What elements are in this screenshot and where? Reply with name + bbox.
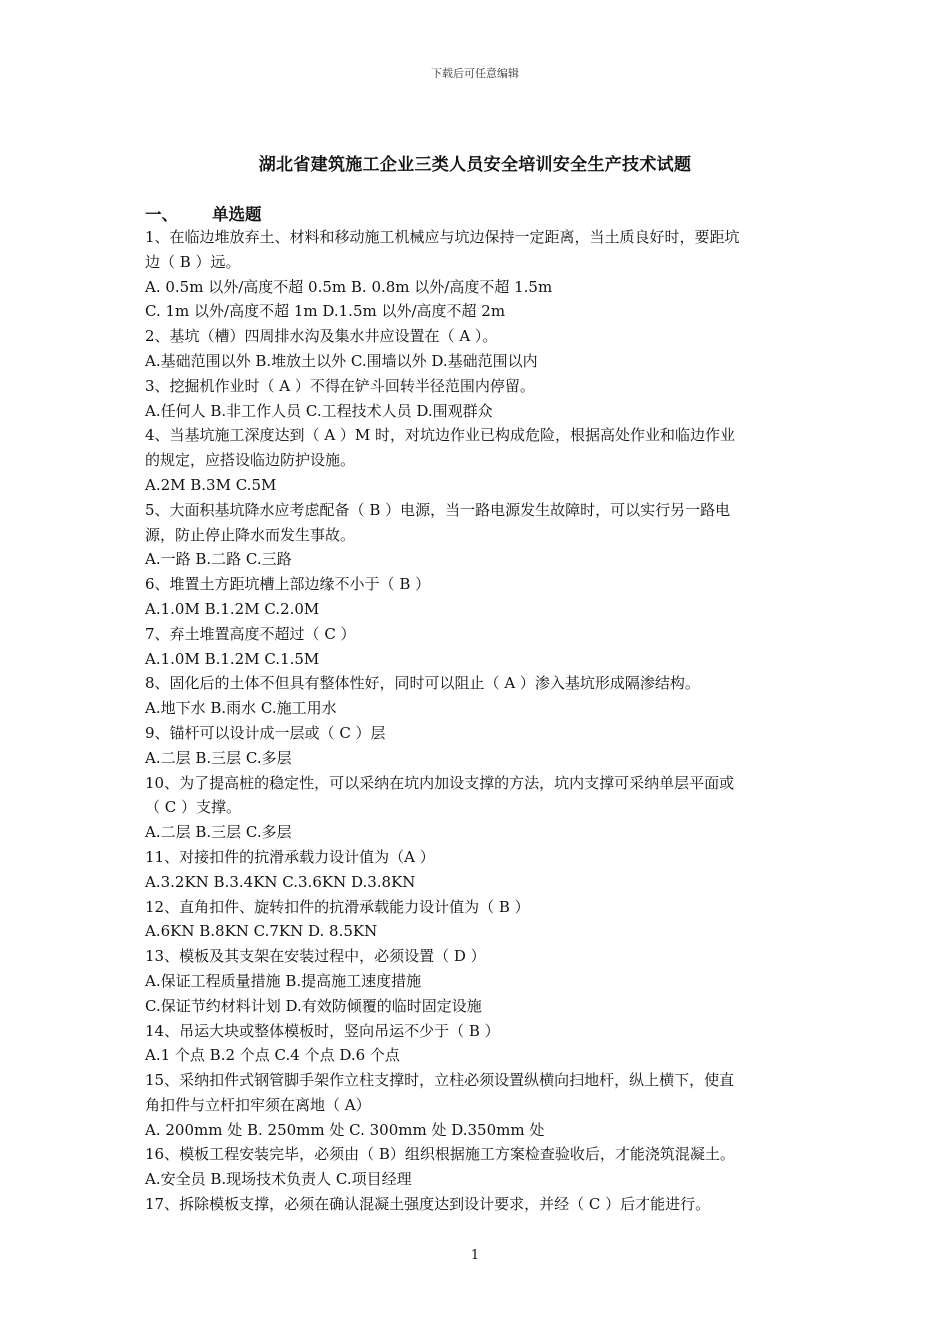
text-line: A.1 个点 B.2 个点 C.4 个点 D.6 个点 xyxy=(145,1046,400,1065)
text-line: A.1.0M B.1.2M C.1.5M xyxy=(145,649,320,668)
text-line: （ C ）支撑。 xyxy=(145,798,242,817)
text-line: C.保证节约材料计划 D.有效防倾覆的临时固定设施 xyxy=(145,996,482,1015)
text-line: 2、基坑（槽）四周排水沟及集水井应设置在（ A ）。 xyxy=(145,327,498,346)
text-line: C. 1m 以外/高度不超 1m D.1.5m 以外/高度不超 2m xyxy=(145,302,506,321)
text-line: A.二层 B.三层 C.多层 xyxy=(145,748,292,767)
text-line: 14、吊运大块或整体模板时，竖向吊运不少于（ B ） xyxy=(145,1021,500,1040)
header-note: 下载后可任意编辑 xyxy=(431,67,519,80)
section-number: 一、 xyxy=(145,205,178,224)
text-line: A.基础范围以外 B.堆放土以外 C.围墙以外 D.基础范围以内 xyxy=(145,351,538,370)
text-line: A.3.2KN B.3.4KN C.3.6KN D.3.8KN xyxy=(145,872,416,891)
text-line: 7、弃土堆置高度不超过（ C ） xyxy=(145,624,356,643)
text-line: A.任何人 B.非工作人员 C.工程技术人员 D.围观群众 xyxy=(145,401,493,420)
text-line: A.地下水 B.雨水 C.施工用水 xyxy=(145,699,337,718)
text-line: A.一路 B.二路 C.三路 xyxy=(145,550,292,569)
text-line: 6、堆置土方距坑槽上部边缘不小于（ B ） xyxy=(145,575,431,594)
question-body xyxy=(145,225,810,1217)
text-line: 8、固化后的土体不但具有整体性好，同时可以阻止（ A ）渗入基坑形成隔渗结构。 xyxy=(145,674,700,693)
text-line: A.6KN B.8KN C.7KN D. 8.5KN xyxy=(145,922,378,941)
text-line: A.2M B.3M C.5M xyxy=(145,475,277,494)
text-line: 15、采纳扣件式钢管脚手架作立柱支撑时，立柱必须设置纵横向扫地杆，纵上横下，使直 xyxy=(145,1071,735,1090)
text-line: 17、拆除模板支撑，必须在确认混凝土强度达到设计要求，并经（ C ）后才能进行。 xyxy=(145,1195,711,1214)
text-line: A. 200mm 处 B. 250mm 处 C. 300mm 处 D.350mm 处 xyxy=(145,1120,545,1139)
section-heading xyxy=(145,201,262,225)
text-line: A.安全员 B.现场技术负责人 C.项目经理 xyxy=(145,1170,412,1189)
text-line: A. 0.5m 以外/高度不超 0.5m B. 0.8m 以外/高度不超 1.5m xyxy=(145,277,553,296)
text-line: A.保证工程质量措施 B.提高施工速度措施 xyxy=(145,971,422,990)
text-line: 13、模板及其支架在安装过程中，必须设置（ D ） xyxy=(145,947,486,966)
text-line: 的规定，应搭设临边防护设施。 xyxy=(145,451,356,470)
text-line: 9、锚杆可以设计成一层或（ C ）层 xyxy=(145,723,386,742)
section-label: 单选题 xyxy=(212,205,262,224)
document-title: 湖北省建筑施工企业三类人员安全培训安全生产技术试题 xyxy=(258,155,692,175)
page-number: 1 xyxy=(470,1248,480,1263)
text-line: 角扣件与立杆扣牢须在离地（ A） xyxy=(145,1095,371,1114)
text-line: 1、在临边堆放弃土、材料和移动施工机械应与坑边保持一定距离，当土质良好时，要距坑 xyxy=(145,228,740,246)
text-line: 11、对接扣件的抗滑承载力设计值为（A ） xyxy=(145,847,435,866)
text-line: 12、直角扣件、旋转扣件的抗滑承载能力设计值为（ B ） xyxy=(145,897,530,916)
text-line: 10、为了提高桩的稳定性，可以采纳在坑内加设支撑的方法，坑内支撑可采纳单层平面或 xyxy=(145,773,735,792)
text-line: 边（ B ）远。 xyxy=(145,252,241,271)
text-line: 源，防止停止降水而发生事故。 xyxy=(145,525,356,544)
text-line: A.二层 B.三层 C.多层 xyxy=(145,823,292,842)
text-line: 16、模板工程安装完毕，必须由（ B）组织根据施工方案检查验收后，才能浇筑混凝土。 xyxy=(145,1145,735,1164)
text-line: 3、挖掘机作业时（ A ）不得在铲斗回转半径范围内停留。 xyxy=(145,376,535,395)
text-line: A.1.0M B.1.2M C.2.0M xyxy=(145,599,320,618)
text-line: 4、当基坑施工深度达到（ A ）M 时，对坑边作业已构成危险，根据高处作业和临边作业 xyxy=(145,426,736,445)
text-line: 5、大面积基坑降水应考虑配备（ B ）电源，当一路电源发生故障时，可以实行另一路电 xyxy=(145,500,731,519)
